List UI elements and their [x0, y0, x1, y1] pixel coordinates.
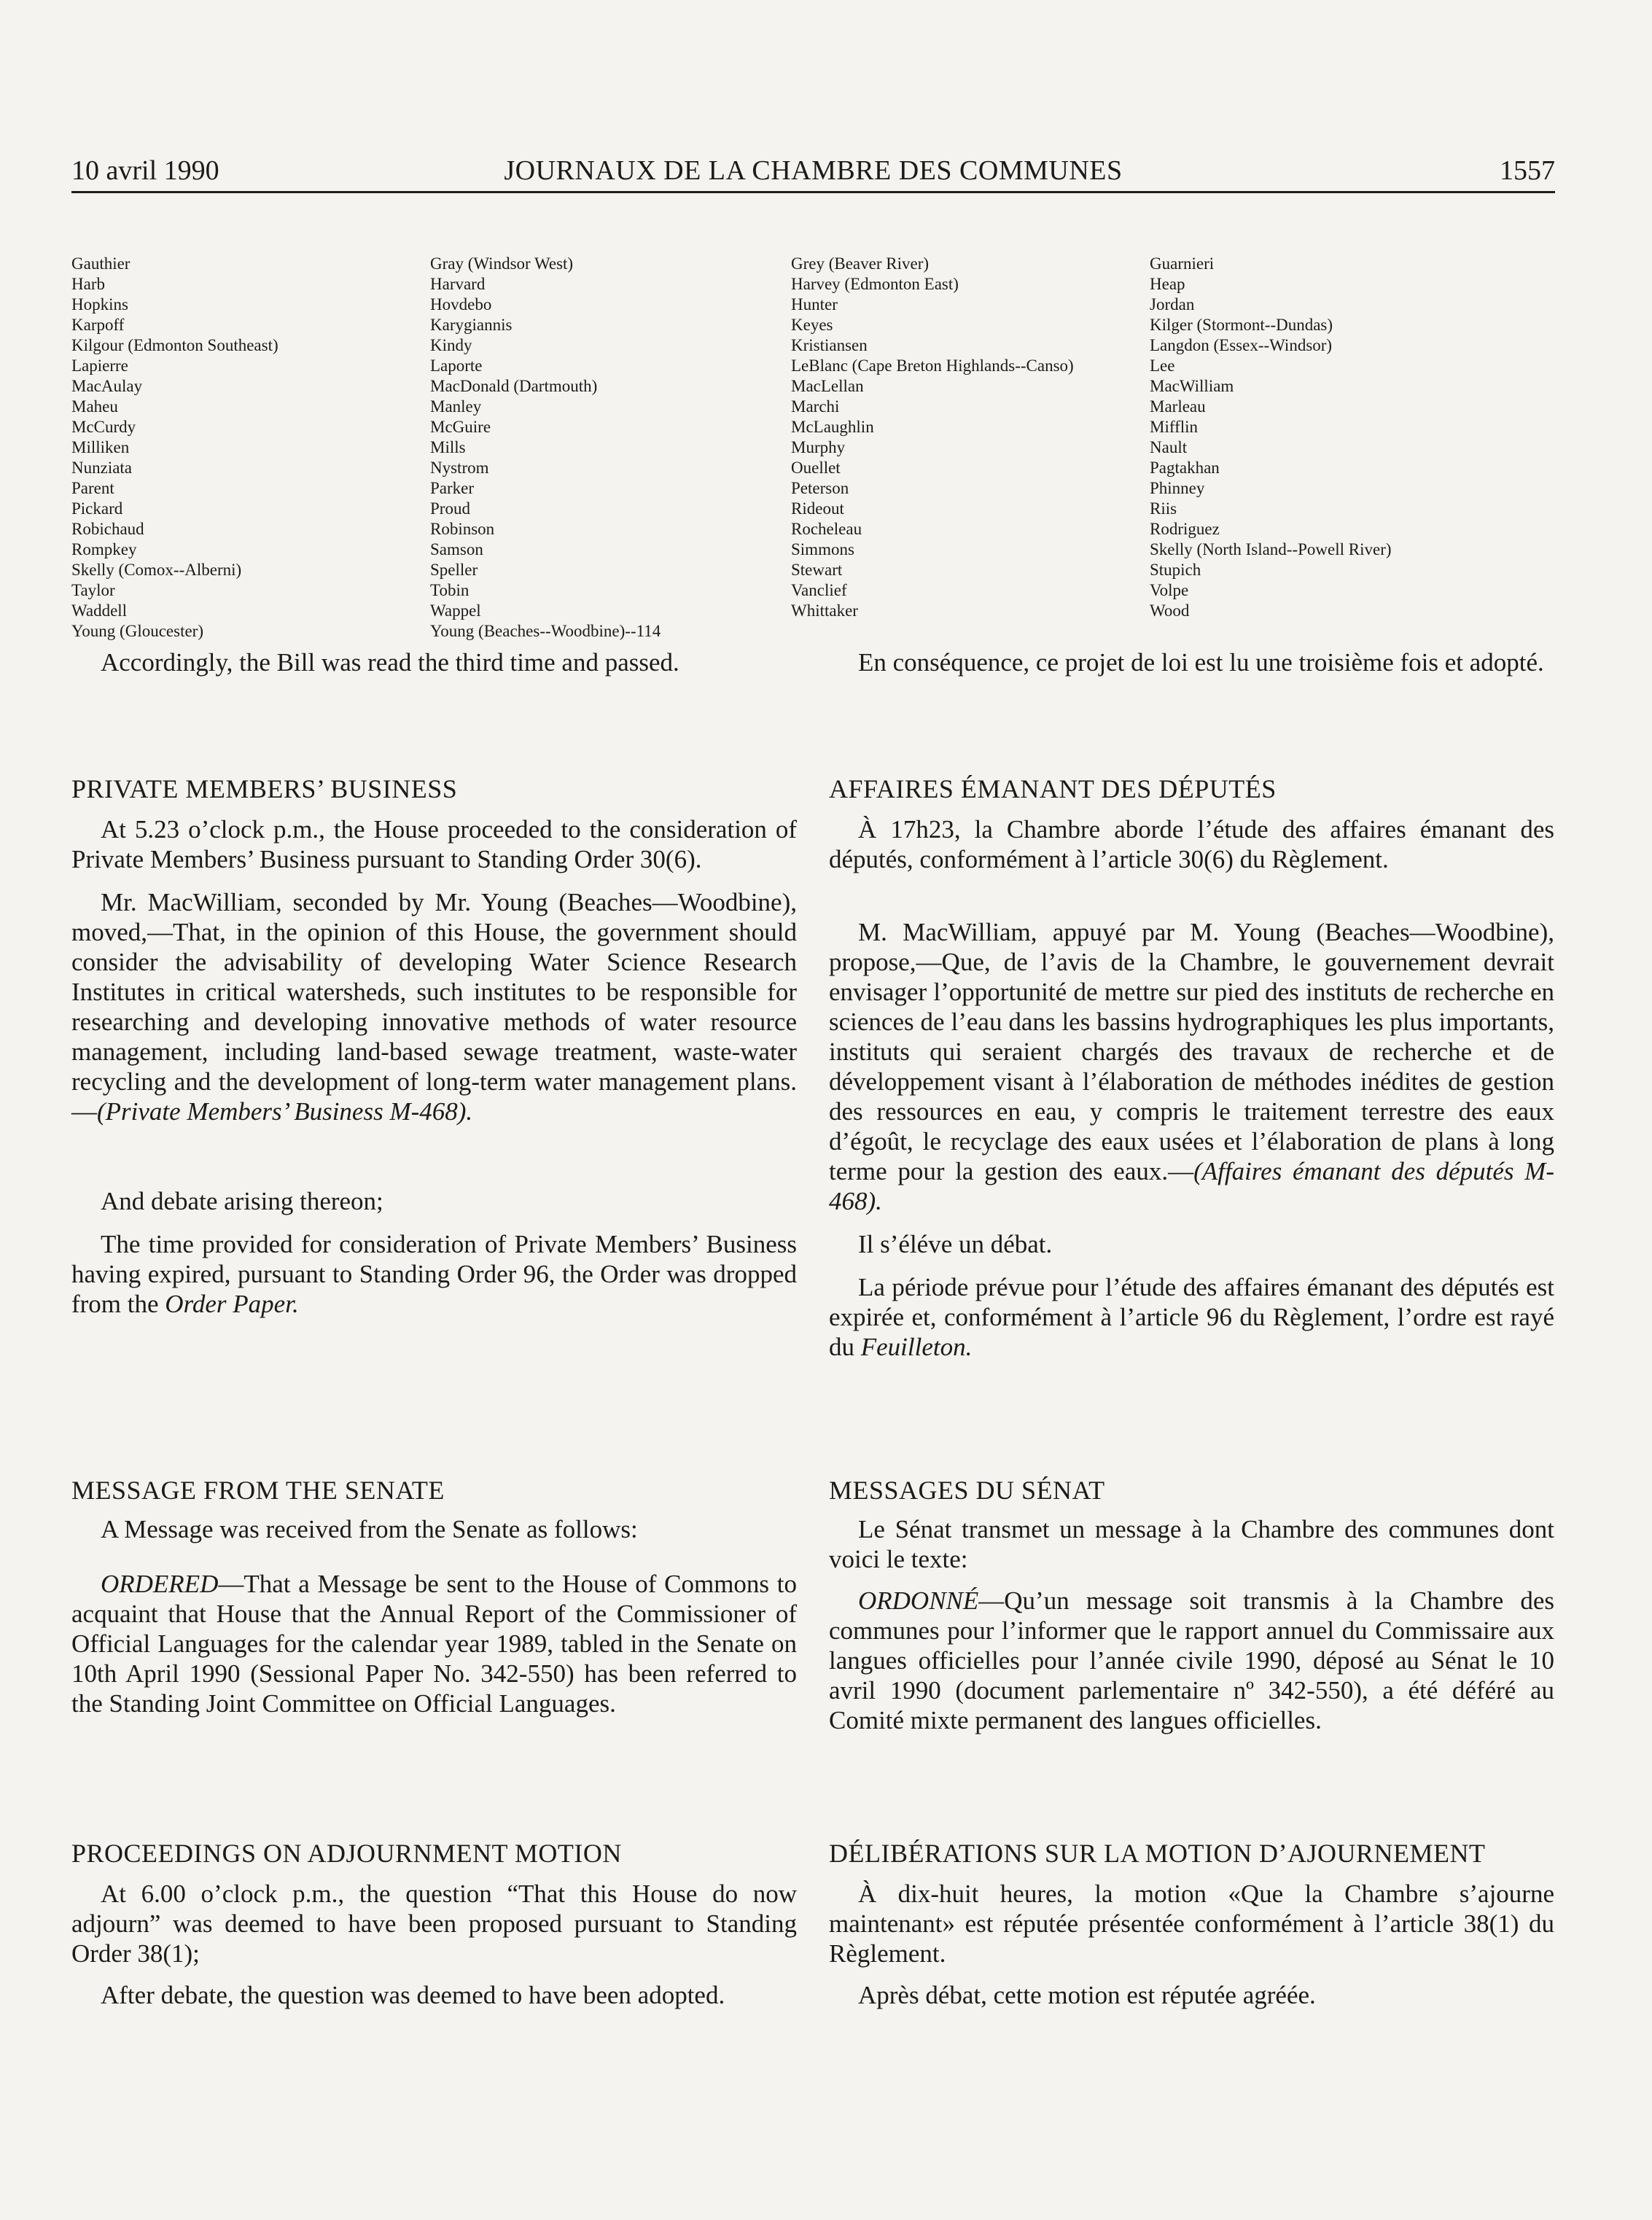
member-name: Mifflin: [1150, 418, 1199, 436]
ordered-lead: ORDERED: [101, 1570, 219, 1598]
section-heading: AFFAIRES ÉMANANT DES DÉPUTÉS: [829, 774, 1277, 803]
member-name: Whittaker: [791, 601, 858, 620]
paragraph: À dix-huit heures, la motion «Que la Chambre s’ajourne maintenant» est réputée présentée conformément à l’article 38(1) du Règlement.: [829, 1880, 1554, 1968]
paragraph-text: —That a Message be sent to the House of Commons to acquaint that House that the Annual Report of the Commissioner of Official Languages for the calendar year 1989, tabled in the Senate on 10th April 1990 (Sessional Paper No. 342-550) has been referred to the Standing Joint Committee on Official Languages.: [71, 1570, 797, 1718]
member-name: MacDonald (Dartmouth): [430, 377, 598, 395]
member-name: Rideout: [791, 499, 844, 518]
member-name: McGuire: [430, 418, 491, 436]
member-name: Nault: [1150, 438, 1188, 456]
member-name: Rodriguez: [1150, 520, 1220, 538]
member-name: Hunter: [791, 295, 838, 313]
member-name: Vanclief: [791, 581, 847, 599]
paragraph: Après débat, cette motion est réputée agréée.: [858, 1981, 1316, 2009]
vote-names-column-1: [71, 254, 278, 642]
member-name: Nunziata: [71, 459, 133, 477]
paragraph: Il s’éléve un débat.: [858, 1230, 1053, 1258]
order-paper-ref: Order Paper.: [165, 1290, 299, 1318]
page-number: 1557: [1500, 155, 1555, 186]
member-name: Karygiannis: [430, 316, 513, 334]
french-affaires-emanant-des-deputes: [829, 774, 1554, 1362]
member-name: Milliken: [71, 438, 130, 456]
paragraph: À 17h23, la Chambre aborde l’étude des affaires émanant des députés, conformément à l’article 30(6) du Règlement.: [829, 815, 1554, 873]
member-name: Langdon (Essex--Windsor): [1150, 336, 1333, 354]
member-name: Young (Gloucester): [71, 622, 204, 640]
member-name: Laporte: [430, 357, 483, 375]
header-rule: [71, 191, 1555, 193]
vote-names-column-2: [430, 254, 661, 642]
english-message-from-senate: [71, 1476, 797, 1718]
member-name: Skelly (North Island--Powell River): [1150, 540, 1392, 558]
english-bill-passed: [71, 647, 797, 677]
member-name: Hovdebo: [430, 295, 492, 313]
header-date: 10 avril 1990: [71, 155, 219, 186]
member-name: Waddell: [71, 601, 128, 620]
member-name: Kilgour (Edmonton Southeast): [71, 336, 278, 354]
member-name: Rompkey: [71, 540, 137, 558]
member-name: Jordan: [1150, 295, 1195, 313]
member-name: Robinson: [430, 520, 495, 538]
member-name: Heap: [1150, 275, 1185, 293]
paragraph: [71, 887, 797, 1126]
member-name: Murphy: [791, 438, 846, 456]
bill-passed-text: En conséquence, ce projet de loi est lu une troisième fois et adopté.: [858, 648, 1544, 677]
member-name: Peterson: [791, 479, 849, 497]
french-messages-du-senat: [829, 1476, 1554, 1735]
english-adjournment-proceedings: [71, 1839, 797, 2010]
paragraph: At 5.23 o’clock p.m., the House proceeded to the consideration of Private Members’ Business pursuant to Standing Order 30(6).: [71, 815, 797, 873]
member-name: Grey (Beaver River): [791, 254, 930, 273]
french-bill-passed: [829, 647, 1554, 677]
member-name: Kindy: [430, 336, 472, 354]
member-name: Karpoff: [71, 316, 125, 334]
member-name: Simmons: [791, 540, 854, 558]
motion-reference: (Private Members’ Business M-468).: [97, 1097, 473, 1126]
member-name: MacWilliam: [1150, 377, 1234, 395]
member-name: Parker: [430, 479, 475, 497]
bill-passed-text: Accordingly, the Bill was read the third time and passed.: [101, 648, 679, 677]
member-name: Maheu: [71, 397, 118, 416]
page-header: [71, 155, 1555, 188]
member-name: Skelly (Comox--Alberni): [71, 561, 242, 579]
member-name: Ouellet: [791, 459, 841, 477]
feuilleton-ref: Feuilleton.: [860, 1333, 973, 1361]
motion-reference: (Affaires émanant des députés M-468).: [829, 1157, 1554, 1215]
member-name: Harb: [71, 275, 105, 293]
paragraph-text: La période prévue pour l’étude des affaires émanant des députés est expirée et, conformément à l’article 96 du Règlement, l’ordre est rayé du: [829, 1273, 1554, 1361]
member-name: Parent: [71, 479, 114, 497]
member-name: Samson: [430, 540, 483, 558]
member-name: Volpe: [1150, 581, 1189, 599]
member-name: Phinney: [1150, 479, 1205, 497]
member-name: Hopkins: [71, 295, 128, 313]
paragraph: And debate arising thereon;: [101, 1187, 383, 1215]
member-name: Pickard: [71, 499, 123, 518]
section-heading: MESSAGE FROM THE SENATE: [71, 1476, 445, 1505]
member-name: Keyes: [791, 316, 833, 334]
journal-title: JOURNAUX DE LA CHAMBRE DES COMMUNES: [504, 155, 1123, 186]
section-heading: PRIVATE MEMBERS’ BUSINESS: [71, 774, 458, 803]
member-name: Riis: [1150, 499, 1177, 518]
paragraph: [71, 1569, 797, 1718]
member-name: Wappel: [430, 601, 481, 620]
section-heading: MESSAGES DU SÉNAT: [829, 1476, 1105, 1505]
member-name: LeBlanc (Cape Breton Highlands--Canso): [791, 357, 1074, 375]
member-name: Lee: [1150, 357, 1175, 375]
paragraph: [829, 917, 1554, 1216]
member-name: Harvey (Edmonton East): [791, 275, 959, 293]
paragraph: [71, 1229, 797, 1319]
member-name: Pagtakhan: [1150, 459, 1220, 477]
paragraph: At 6.00 o’clock p.m., the question “That this House do now adjourn” was deemed to have been proposed pursuant to Standing Order 38(1);: [71, 1880, 797, 1968]
member-name: Guarnieri: [1150, 254, 1215, 273]
member-name: Kilger (Stormont--Dundas): [1150, 316, 1333, 334]
paragraph: [829, 1272, 1554, 1362]
member-name: MacAulay: [71, 377, 143, 395]
member-name: Gray (Windsor West): [430, 254, 574, 273]
motion-text: M. MacWilliam, appuyé par M. Young (Beaches—Woodbine), propose,—Que, de l’avis de la Chambre, le gouvernement devrait envisager l’opportunité de mettre sur pied des instituts de recherche en sciences de l’eau dans les bassins hydrographiques les plus importants, instituts qui seraient chargés des travaux de recherche et de développement visant à l’élaboration de méthodes inédites de gestion des ressources en eau, y compris le traitement terrestre des eaux d’égoût, le recyclage des eaux usées et l’élaboration de plans à long terme pour la gestion des eaux.—: [829, 918, 1554, 1185]
french-deliberations-motion-ajournement: [829, 1839, 1554, 2010]
member-name: Young (Beaches--Woodbine)--114: [430, 622, 661, 640]
member-name: McLaughlin: [791, 418, 874, 436]
paragraph: After debate, the question was deemed to have been adopted.: [101, 1981, 725, 2009]
member-name: Taylor: [71, 581, 115, 599]
member-name: Harvard: [430, 275, 486, 293]
member-name: Stewart: [791, 561, 843, 579]
member-name: Rocheleau: [791, 520, 862, 538]
member-name: MacLellan: [791, 377, 864, 395]
member-name: Mills: [430, 438, 466, 456]
member-name: Nystrom: [430, 459, 489, 477]
member-name: Marchi: [791, 397, 840, 416]
member-name: Speller: [430, 561, 478, 579]
member-name: Robichaud: [71, 520, 144, 538]
paragraph: Le Sénat transmet un message à la Chambre des communes dont voici le texte:: [829, 1515, 1554, 1573]
member-name: Tobin: [430, 581, 470, 599]
english-private-members-business: [71, 774, 797, 1319]
motion-text: Mr. MacWilliam, seconded by Mr. Young (Beaches—Woodbine), moved,—That, in the opinion of this House, the government should consider the advisability of developing Water Science Research Institutes in critical watersheds, such institutes to be responsible for researching and developing innovative methods of water resource management, including land-based sewage treatment, waste-water recycling and the development of long-term water management plans.—: [71, 888, 797, 1126]
paragraph-text: —Qu’un message soit transmis à la Chambre des communes pour l’informer que le rapport annuel du Commissaire aux langues officielles pour l’année civile 1990, déposé au Sénat le 10 avril 1990 (document parlementaire nº 342-550), a été déféré au Comité mixte permanent des langues officielles.: [829, 1586, 1554, 1734]
section-heading: DÉLIBÉRATIONS SUR LA MOTION D’AJOURNEMENT: [829, 1839, 1486, 1868]
member-name: Manley: [430, 397, 482, 416]
member-name: Lapierre: [71, 357, 128, 375]
member-name: Kristiansen: [791, 336, 868, 354]
member-name: McCurdy: [71, 418, 136, 436]
member-name: Wood: [1150, 601, 1190, 620]
paragraph: A Message was received from the Senate as follows:: [101, 1515, 638, 1543]
section-heading: PROCEEDINGS ON ADJOURNMENT MOTION: [71, 1839, 622, 1868]
vote-names-column-4: [1150, 254, 1392, 621]
member-name: Stupich: [1150, 561, 1201, 579]
member-name: Marleau: [1150, 397, 1206, 416]
paragraph-text: The time provided for consideration of Private Members’ Business having expired, pursuant to Standing Order 96, the Order was dropped from the: [71, 1230, 797, 1318]
paragraph: [829, 1586, 1554, 1735]
ordonne-lead: ORDONNÉ: [858, 1586, 979, 1615]
vote-names-column-3: [791, 254, 1074, 621]
member-name: Gauthier: [71, 254, 130, 273]
member-name: Proud: [430, 499, 470, 518]
